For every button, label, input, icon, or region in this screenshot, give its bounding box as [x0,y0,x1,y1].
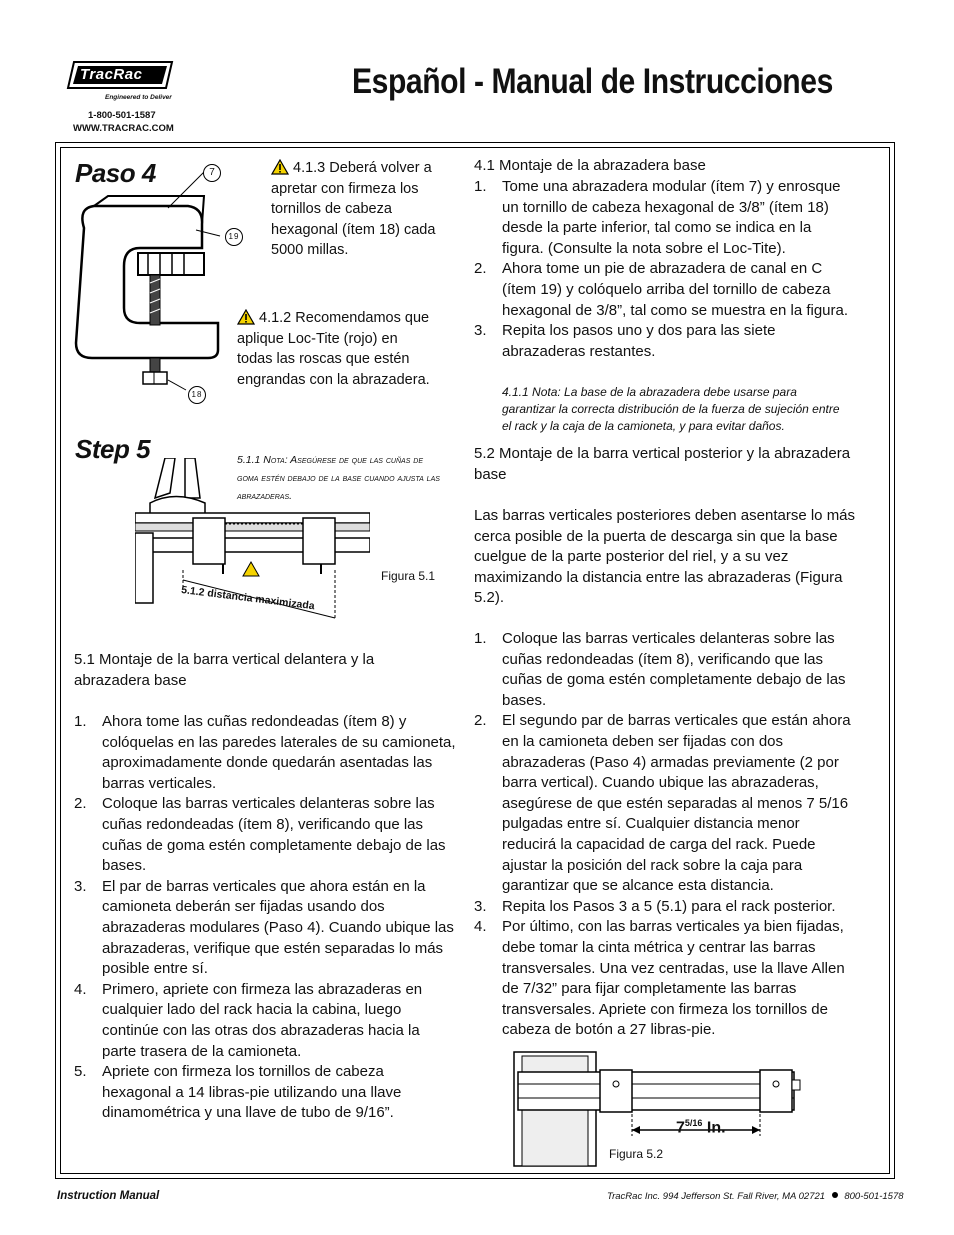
paso4-heading: Paso 4 [75,158,156,188]
note-4-1-2 [237,308,432,390]
section-5-2-list [474,629,856,1041]
section-5-2-intro: Las barras verticales posteriores deben asentarse lo más cerca posible de la puerta de descarga sin que la base cuelgue de la parte posterior del riel, y a su vez maximizando la distancia entre las abrazaderas (Figura 5.2). [474,507,856,607]
callout-item-7: 7 [203,164,221,182]
note-4-1-3-text: 4.1.3 Deberá volver a apretar con firmeza los tornillos de cabeza hexagonal (ítem 18) cada 5000 millas. [271,160,436,259]
section-5-2-title: 5.2 Montaje de la barra vertical posterior y la abrazadera base [474,445,851,483]
list-item: 4. Primero, apriete con firmeza las abrazaderas en cualquier lado del rack hacia la cabina, luego continúe con las otras dos abrazaderas hacia la parte trasera de la camioneta. [74,980,423,1060]
list-item: 1. Ahora tome las cuñas redondeadas (ítem 8) y colóquelas en las paredes laterales de su camioneta, aproximadamente donde quedarán asentadas las barras verticales. [74,713,456,792]
warning-icon [237,309,255,325]
list-item: 5. Apriete con firmeza los tornillos de cabeza hexagonal a 14 libras-pie utilizando una llave dinamométrica y una llave de tubo de 9/16”. [74,1063,402,1122]
footer-address: TracRac Inc. 994 Jefferson St. Fall River, MA 02721 [607,1191,826,1202]
footer-phone: 800-501-1578 [844,1191,904,1202]
list-item: 4. Por último, con las barras verticales ya bien fijadas, debe tomar la cinta métrica y centrar las barras transversales. Una vez centradas, use la llave Allen de 7/32” para fijar completamente las barras transversales. Apriete con firmeza los tornillos de cabeza de botón a 27 libras-pie. [474,918,845,1039]
list-item: 1. Coloque las barras verticales delanteras sobre las cuñas redondeadas (ítem 8), verificando que las cuñas de goma estén completamente debajo de las bases. [474,630,846,709]
figure-5-2-dimension: $7^{5/16}$ In. [676,1118,726,1137]
callout-item-18: 18 [188,386,206,404]
figure-5-1-label: Figura 5.1 [381,569,436,583]
note-4-1-2-text: 4.1.2 Recomendamos que aplique Loc-Tite (rojo) en todas las roscas que estén engrandas con la abrazadera. [237,310,430,388]
list-item: 3. Repita los Pasos 3 a 5 (5.1) para el rack posterior. [474,897,836,915]
footer-left: Instruction Manual [57,1190,160,1202]
list-item: 2. Ahora tome un pie de abrazadera de canal en C (ítem 19) y colóquelo arriba del tornillo de cabeza hexagonal de 3/8”, tal como se muestra en la figura. [474,260,849,319]
figure-5-1-dimension: 5.1.2 distancia maximizada [180,584,316,613]
tagline: Engineered to Deliver [105,94,172,101]
section-4-1-title: 4.1 Montaje de la abrazadera base [474,157,706,174]
section-5-1-list [74,712,456,1124]
figure-5-2-label: Figura 5.2 [609,1147,664,1161]
note-4-1-1: 4.1.1 Nota: La base de la abrazadera debe usarse para garantizar la correcta distribución de la fuerza de sujeción entre el rack y la caja de la camioneta, y para evitar daños. [502,385,840,433]
step5-heading: Step 5 [75,434,151,464]
callout-item-19: 19 [225,228,243,246]
list-item: 3. El par de barras verticales que ahora están en la camioneta deberán ser fijadas usando dos abrazaderas modulares (Paso 4). Cuando ubique las abrazaderas, verifique que estén separadas lo más posible entre sí. [74,877,454,978]
logo-text: TracRac [80,66,143,83]
note-4-1-3 [271,158,441,261]
bullet-icon [832,1192,838,1198]
clamp-illustration [68,158,248,408]
list-item: 2. El segundo par de barras verticales que están ahora en la camioneta deben ser fijadas con dos abrazaderas (Paso 4) armadas previamente (2 por barra vertical). Cuando ubique las abrazaderas, asegúrese de que estén separadas al menos 7 5/16 pulgadas entre sí. Cualquier distancia menor reducirá la capacidad de carga del rack. Puede ajustar la posición del rack sobre la caja para garantizar que se alcance esta distancia. [474,712,851,895]
tracrac-logo [66,58,174,92]
footer-right [607,1191,904,1202]
page-title: Español - Manual de Instrucciones [352,62,833,101]
list-item: 3. Repita los pasos uno y dos para las siete abrazaderas restantes. [474,322,776,360]
section-5-1-title: 5.1 Montaje de la barra vertical delantera y la abrazadera base [74,651,375,689]
list-item: 2. Coloque las barras verticales delanteras sobre las cuñas redondeadas (ítem 8), verificando que las cuñas de goma estén completamente debajo de las bases. [74,795,446,875]
warning-icon [271,159,289,175]
header-website: WWW.TRACRAC.COM [73,123,174,134]
header-phone: 1-800-501-1587 [88,110,156,121]
section-4-1-list [474,177,856,362]
list-item: 1. Tome una abrazadera modular (ítem 7) y enrosque un tornillo de cabeza hexagonal de 3/8” (ítem 18) desde la parte inferior, tal como se indica en la figura. (Consulte la nota sobre el Loc-Tite). [474,178,841,257]
note-5-1-1: 5.1.1 Nota: Asegúrese de que las cuñas de goma estén debajo de la base cuando ajusta las abrazaderas. [237,454,440,502]
